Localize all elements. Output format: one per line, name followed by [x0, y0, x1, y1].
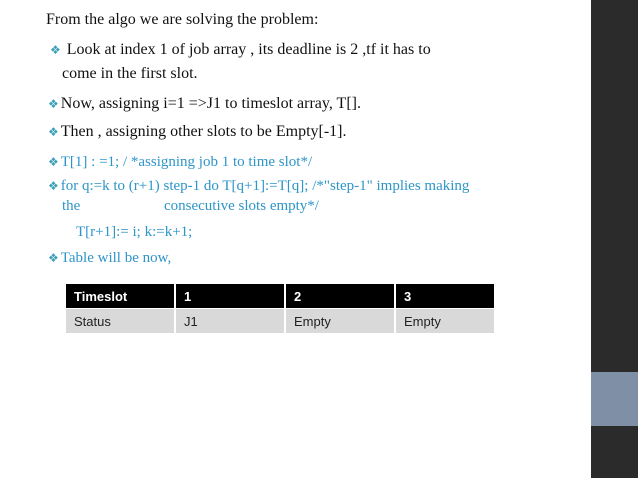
diamond-cross-bullet-icon: ❖ — [48, 179, 59, 193]
table-header-cell: 3 — [395, 284, 494, 309]
bullet-2-text: Now, assigning i=1 =>J1 to timeslot array, T[]. — [60, 95, 361, 112]
table-cell: Empty — [395, 309, 494, 334]
bullet-item-3 — [48, 122, 347, 142]
bullet-3-text: Then , assigning other slots to be Empty[-1]. — [60, 123, 347, 140]
diamond-cross-bullet-icon: ❖ — [48, 155, 59, 169]
code-line-1 — [48, 152, 312, 172]
code-line-2 — [48, 176, 469, 196]
diamond-cross-bullet-icon: ❖ — [48, 125, 59, 139]
timeslot-table — [66, 284, 494, 333]
bullet-item-4 — [48, 248, 171, 268]
table-row — [66, 309, 494, 334]
code-line-3: T[r+1]:= i; k:=k+1; — [76, 224, 193, 240]
table-header-row — [66, 284, 494, 309]
table-cell: Empty — [285, 309, 395, 334]
table-header-cell: 1 — [175, 284, 285, 309]
diamond-cross-bullet-icon: ❖ — [50, 43, 61, 57]
table-header-cell: 2 — [285, 284, 395, 309]
code-2-text: for q:=k to (r+1) step-1 do T[q+1]:=T[q]; /*"step-1" implies making — [60, 178, 470, 194]
table-header-cell: Timeslot — [66, 284, 175, 309]
diamond-cross-bullet-icon: ❖ — [48, 251, 59, 265]
table-cell: J1 — [175, 309, 285, 334]
bullet-1-continuation: come in the first slot. — [62, 65, 198, 82]
bullet-item-1 — [50, 40, 431, 60]
sidebar-accent-block — [591, 372, 638, 426]
bullet-4-text: Table will be now, — [60, 250, 172, 266]
intro-text: From the algo we are solving the problem: — [46, 11, 319, 28]
diamond-cross-bullet-icon: ❖ — [48, 97, 59, 111]
bullet-1-text: Look at index 1 of job array , its deadline is 2 ,tf it has to — [66, 41, 431, 58]
table-cell: Status — [66, 309, 175, 334]
code-2-continuation-a: the — [62, 198, 81, 214]
bullet-item-2 — [48, 94, 361, 114]
code-2-continuation-b: consecutive slots empty*/ — [164, 198, 319, 214]
code-1-text: T[1] : =1; / *assigning job 1 to time slot*/ — [60, 154, 313, 170]
